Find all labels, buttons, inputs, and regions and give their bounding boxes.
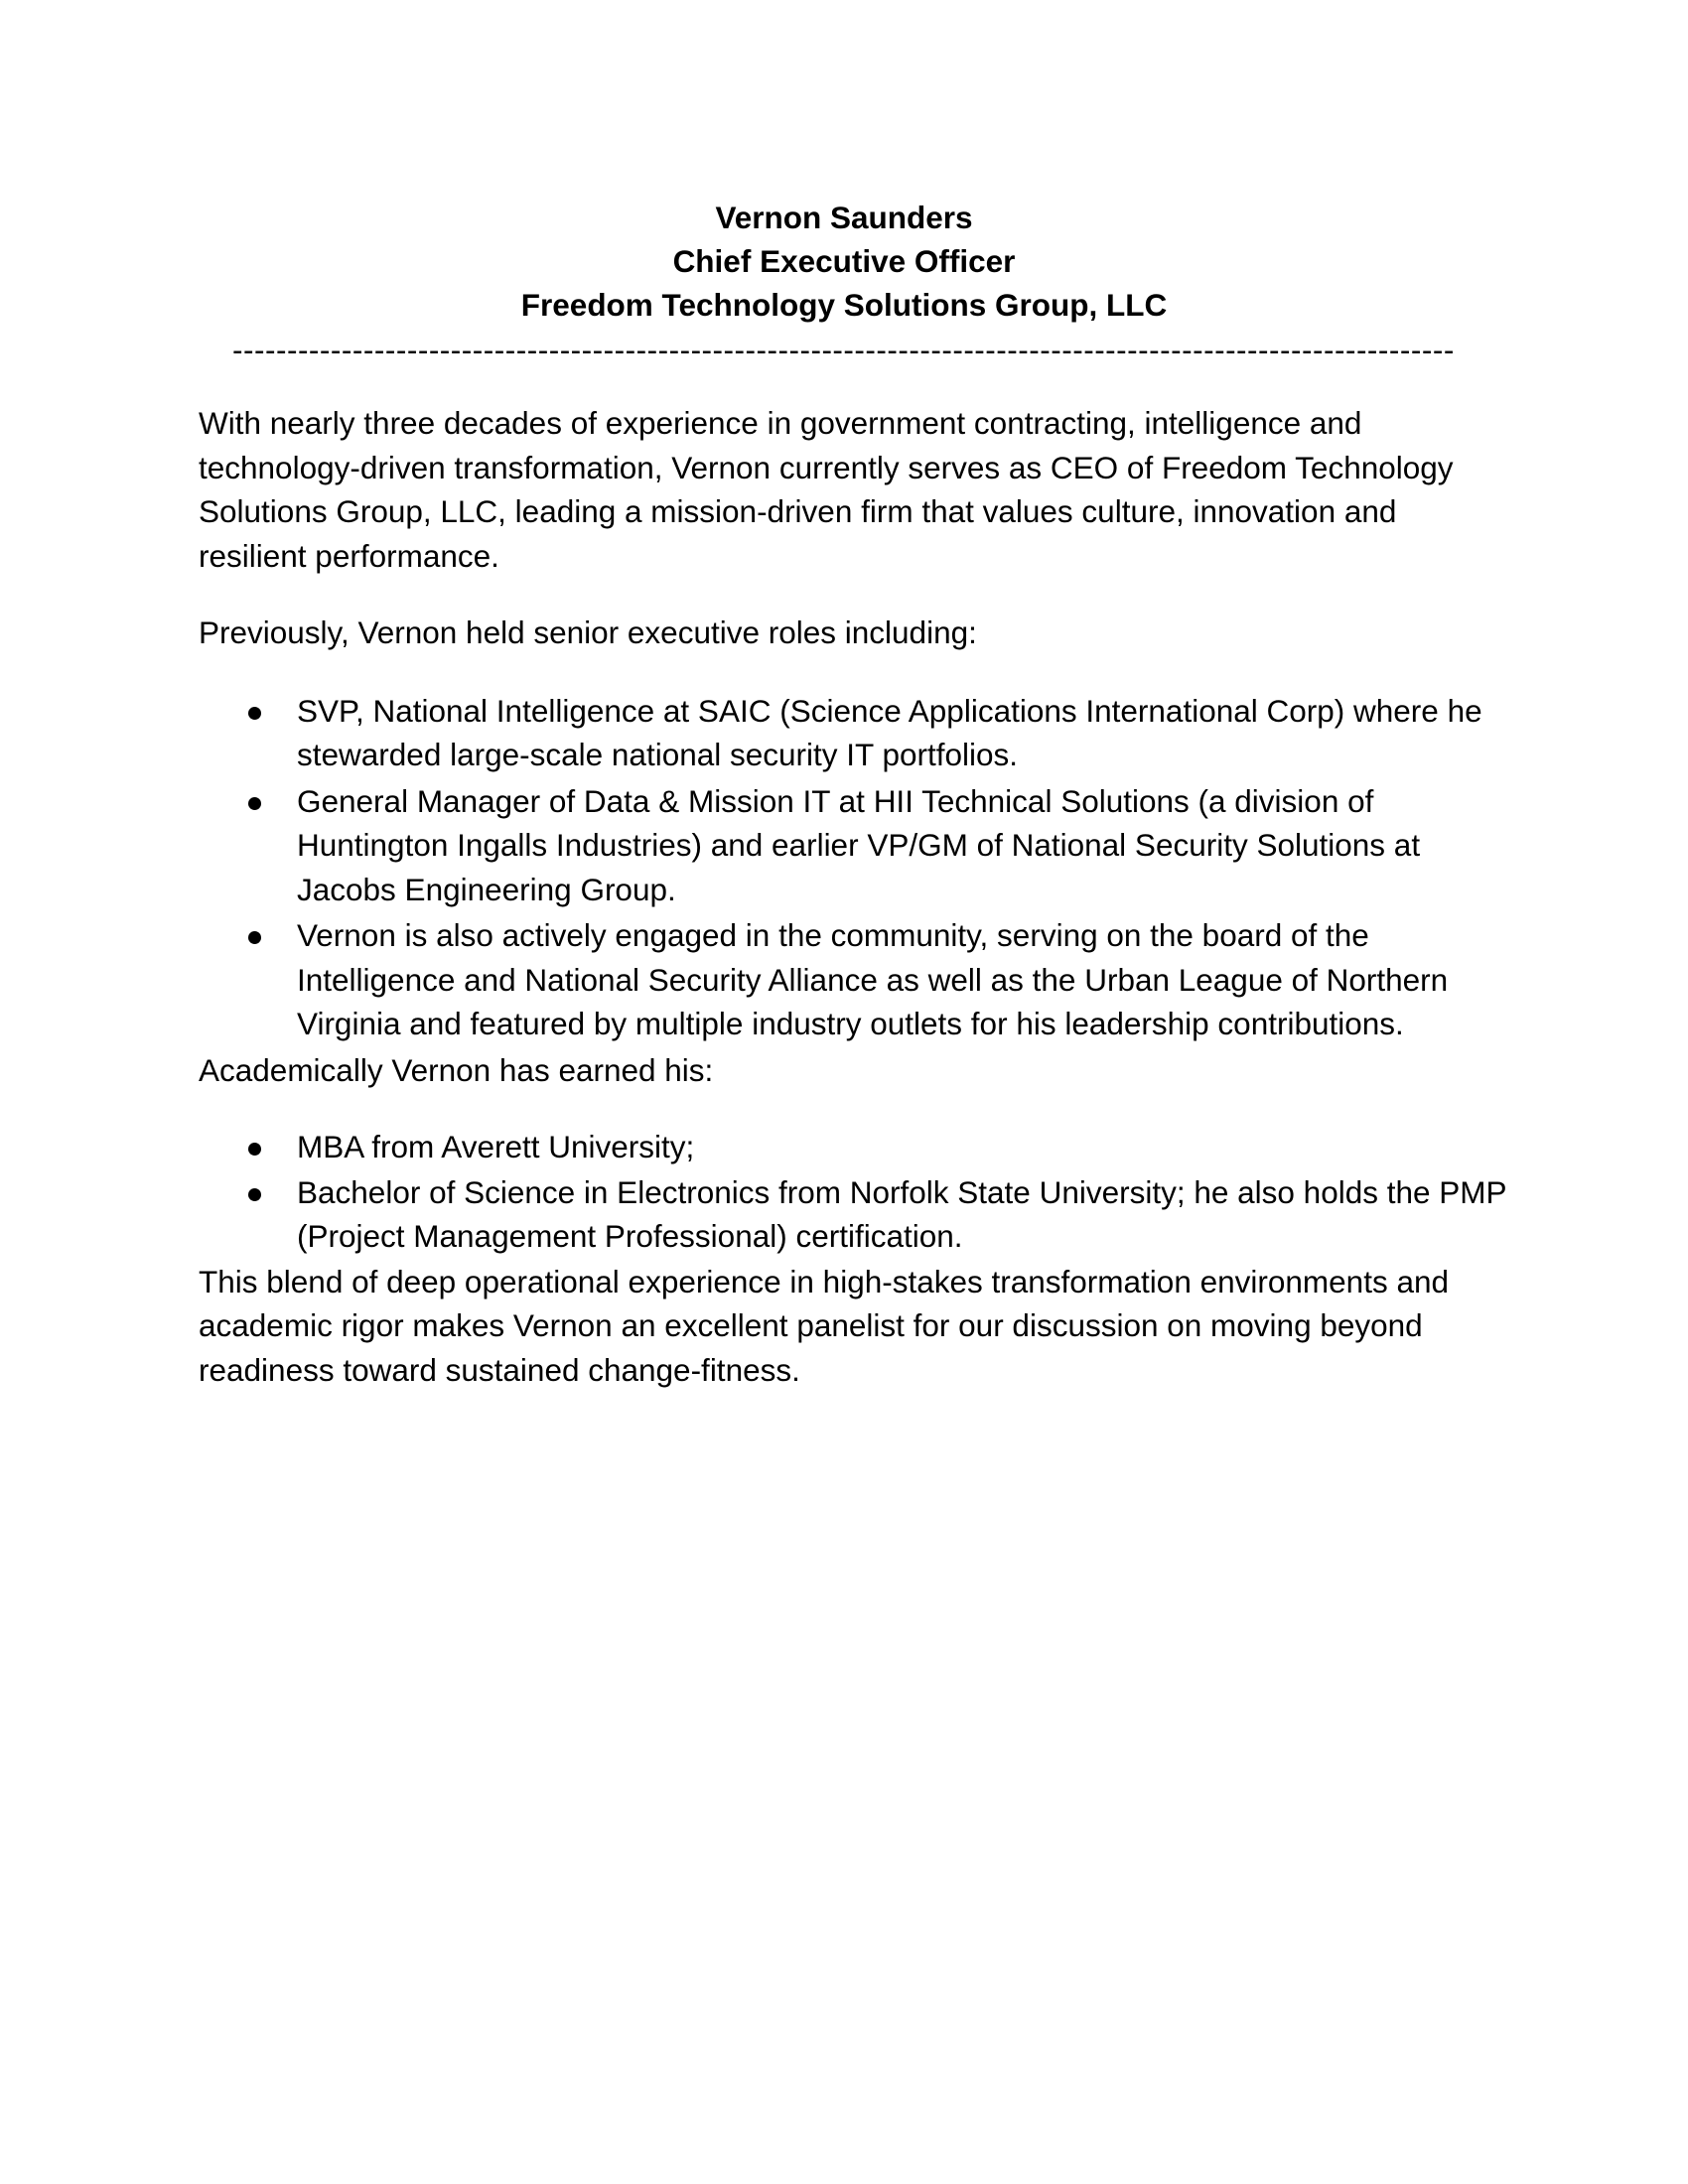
person-title: Chief Executive Officer: [672, 243, 1016, 279]
education-list: [199, 1125, 1509, 1259]
education-heading: Academically Vernon has earned his:: [199, 1051, 714, 1088]
person-name: Vernon Saunders: [715, 200, 973, 235]
education-text: MBA from Averett University;: [297, 1129, 695, 1164]
list-item: [199, 913, 1509, 1046]
role-text: Vernon is also actively engaged in the community, serving on the board of the Intelligence and National Security Alliance as well as the Urban League of Northern Virginia and featured by multiple industry outlets for his leadership contributions.: [297, 917, 1449, 1041]
role-text: SVP, National Intelligence at SAIC (Science Applications International Corp) where he stewarded large-scale national security IT portfolios.: [297, 692, 1482, 772]
list-item: [199, 779, 1509, 912]
bio-body: [199, 401, 1509, 1392]
roles-list: [199, 689, 1509, 1046]
dashed-divider: ----------------------------------------------------------------------------------------------------------------: [232, 332, 1455, 367]
company-name: Freedom Technology Solutions Group, LLC: [520, 287, 1168, 323]
list-item: [199, 1125, 1509, 1169]
intro-paragraph: With nearly three decades of experience in government contracting, intelligence and technology-driven transformation, Vernon currently serves as CEO of Freedom Technology Solutions Group, LLC, leading a mission-driven firm that values culture, innovation and resilient performance.: [199, 405, 1454, 574]
roles-heading: Previously, Vernon held senior executive roles including:: [199, 614, 977, 650]
list-item: [199, 1170, 1509, 1259]
role-text: General Manager of Data & Mission IT at HII Technical Solutions (a division of Huntington Ingalls Industries) and earlier VP/GM of National Security Solutions at Jacobs Engineering Group.: [297, 782, 1421, 907]
bio-header: [0, 196, 1688, 327]
list-item: [199, 689, 1509, 777]
education-text: Bachelor of Science in Electronics from Norfolk State University; he also holds the PMP (Project Management Professional) certification.: [297, 1173, 1506, 1254]
closing-paragraph: This blend of deep operational experience in high-stakes transformation environments and academic rigor makes Vernon an excellent panelist for our discussion on moving beyond readiness toward sustained change-fitness.: [199, 1263, 1450, 1388]
